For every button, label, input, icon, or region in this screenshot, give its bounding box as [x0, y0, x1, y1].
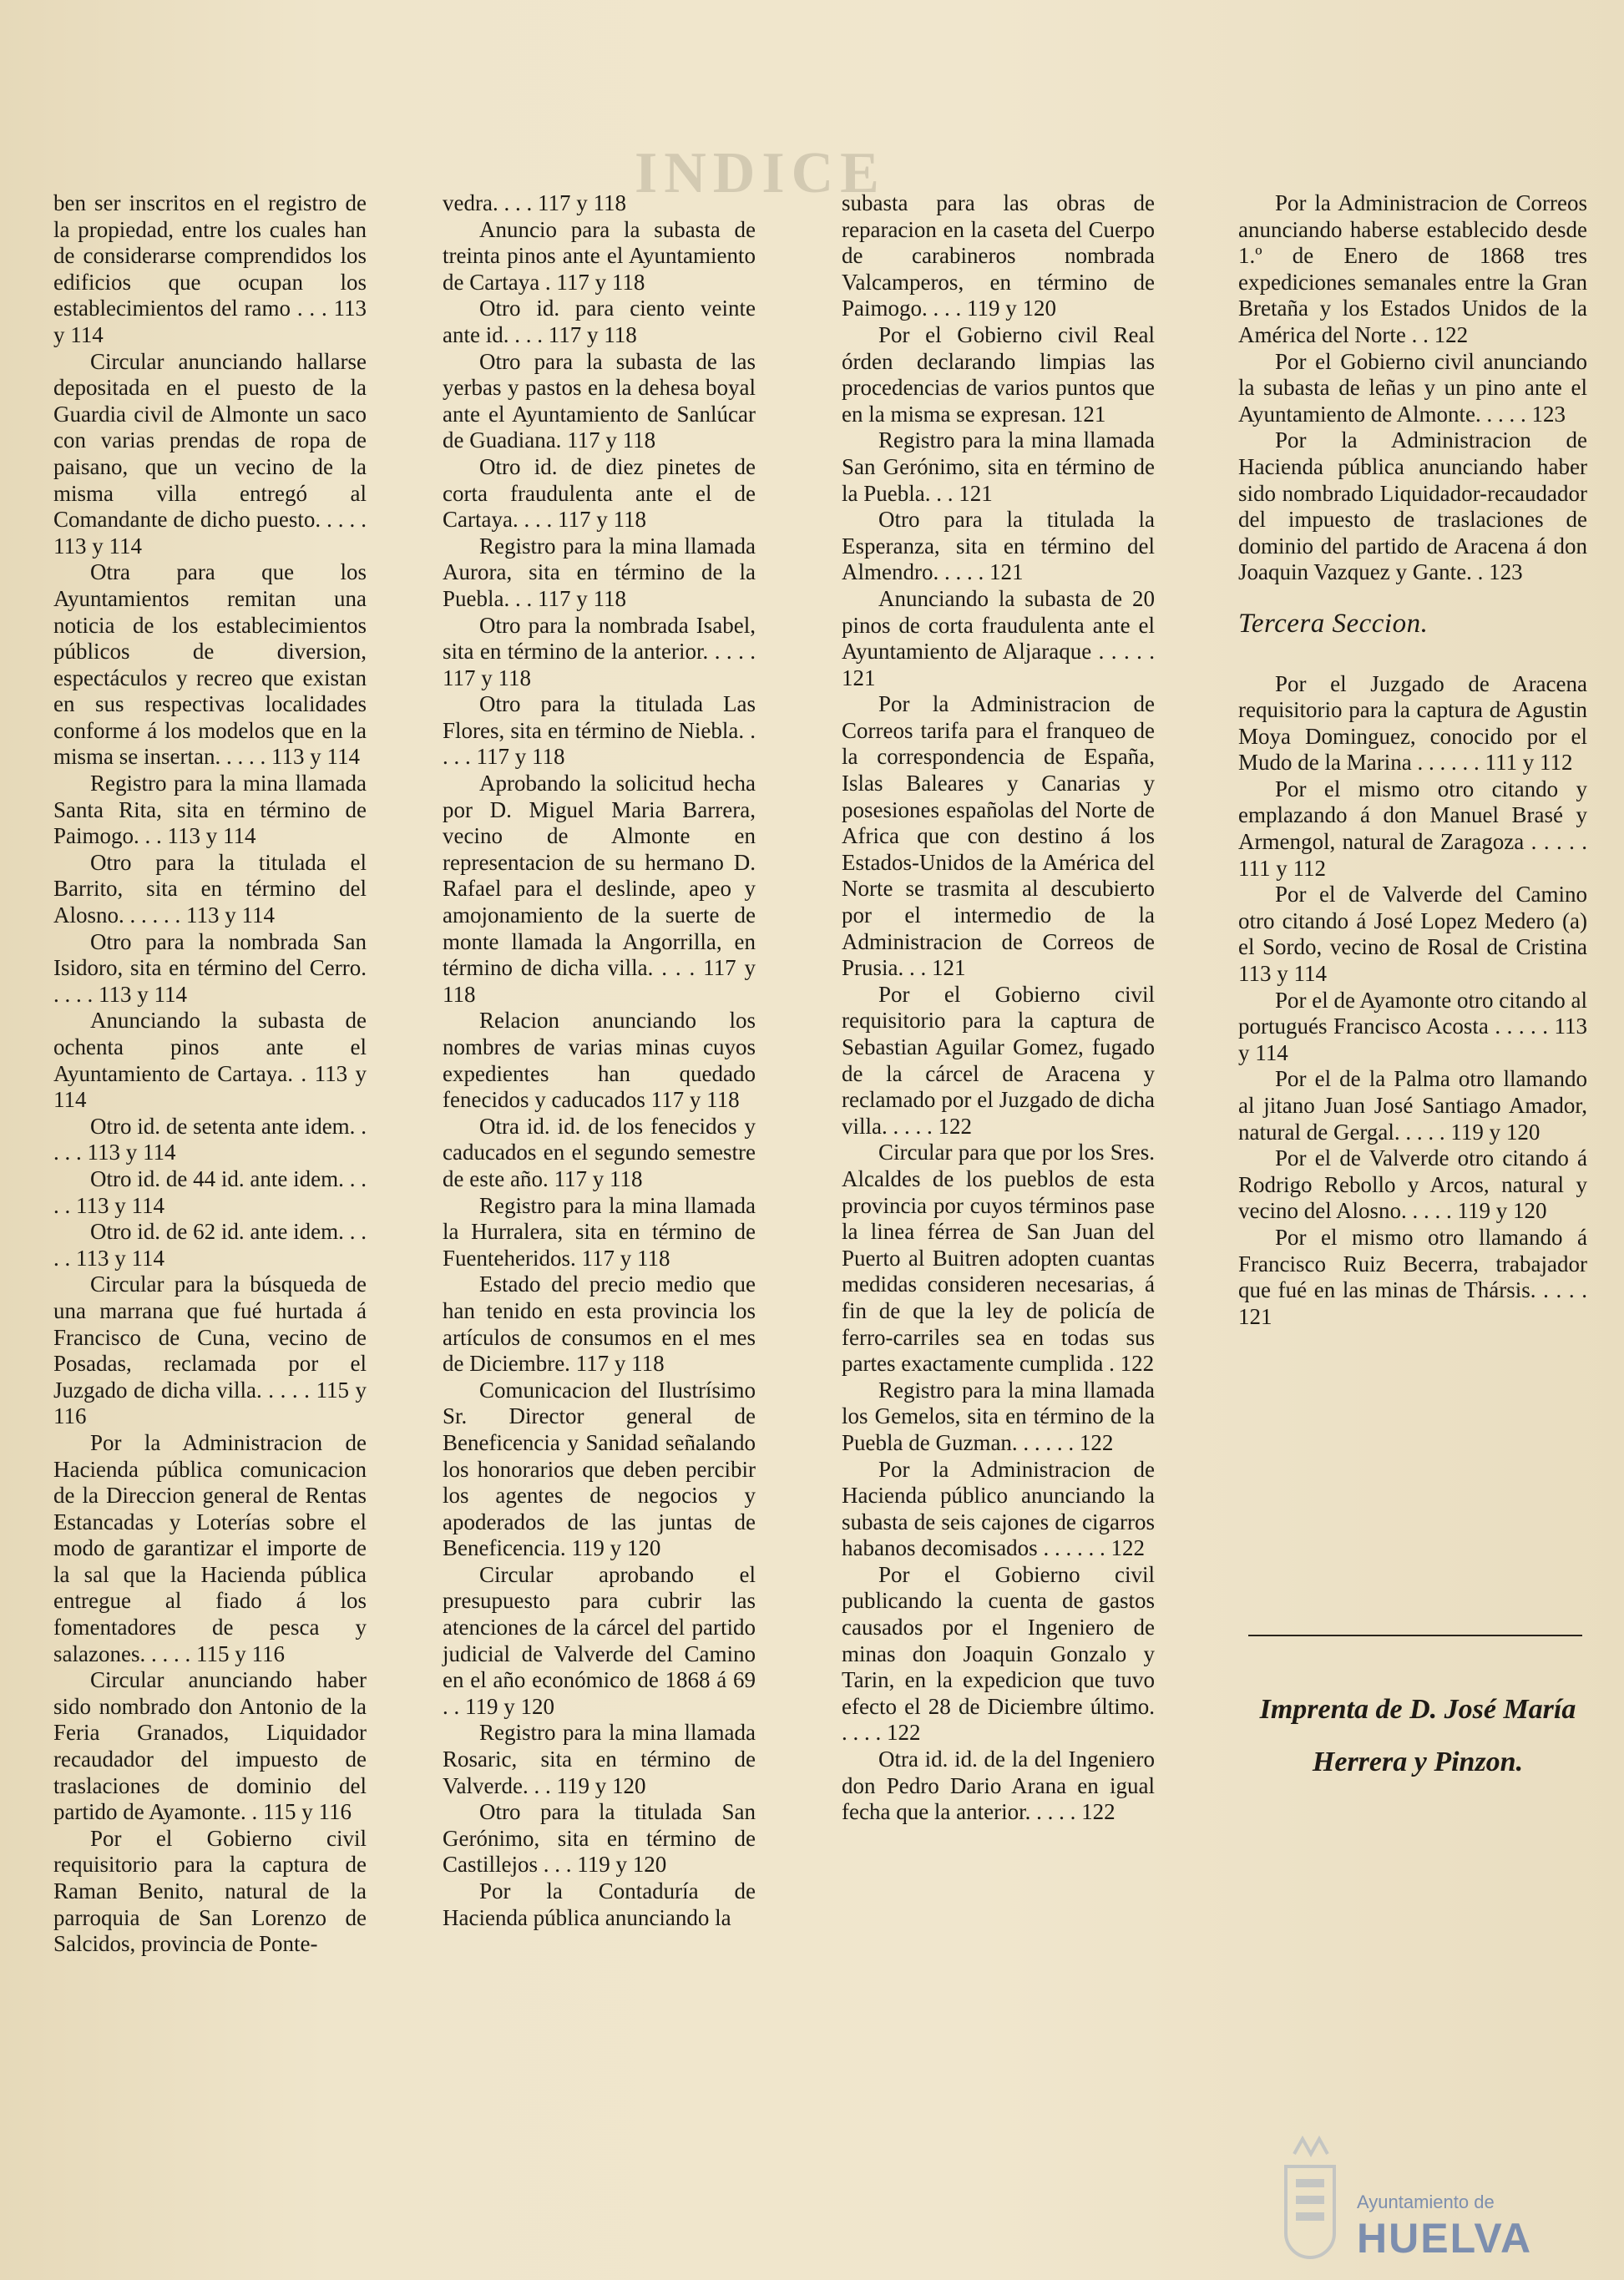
- section-title: Tercera Seccion.: [1238, 608, 1429, 639]
- index-entry: Por el Juzgado de Aracena requisitorio para la captura de Agustin Moya Dominguez, conocido por el Mudo de la Marina . . . . . . 111 y 112: [1238, 670, 1587, 776]
- index-column-4-top: [1238, 190, 1587, 586]
- index-entry: Por el Gobierno civil requisitorio para la captura de Sebastian Aguilar Gomez, fugado de la cárcel de Aracena y reclamado por el Juzgado de dicha villa. . . . . 122: [842, 981, 1155, 1139]
- index-column-2: [443, 190, 756, 1931]
- imprint-line-1: Imprenta de D. José María: [1259, 1694, 1576, 1725]
- index-entry: Por el Gobierno civil publicando la cuenta de gastos causados por el Ingeniero de minas don Joaquin Gonzalo y Tarin, en la expedicion que tuvo efecto el 28 de Diciembre último. . . . . 122: [842, 1561, 1155, 1746]
- index-entry: Registro para la mina llamada Aurora, sita en término de la Puebla. . . 117 y 118: [443, 533, 756, 611]
- index-entry: Otra id. id. de los fenecidos y caducados en el segundo semestre de este año. 117 y 118: [443, 1113, 756, 1191]
- index-entry: Circular para la búsqueda de una marrana que fué hurtada á Francisco de Cuna, vecino de Posadas, reclamada por el Juzgado de dicha villa. . . . . 115 y 116: [53, 1271, 367, 1429]
- index-column-1: [53, 190, 367, 1958]
- index-entry: Anunciando la subasta de ochenta pinos ante el Ayuntamiento de Cartaya. . 113 y 114: [53, 1008, 367, 1113]
- index-entry: Circular para que por los Sres. Alcaldes de los pueblos de esta provincia por cuyos términos pase la linea férrea de San Juan del Puerto al Buitren adopten cuantas medidas consideren necesarias, á fin de que la ley de policía de ferro-carriles sea en todas sus partes exactamente cumplida . 122: [842, 1140, 1155, 1377]
- index-entry: Por la Administracion de Hacienda público anunciando la subasta de seis cajones de cigarros habanos decomisados . . . . . . 122: [842, 1456, 1155, 1561]
- bleed-through-title: INDICE: [635, 141, 886, 205]
- logo-city: HUELVA: [1357, 2215, 1533, 2262]
- index-entry: Otro id. de 62 id. ante idem. . . . . 113 y 114: [53, 1219, 367, 1271]
- index-entry: Registro para la mina llamada Santa Rita, sita en término de Paimogo. . . 113 y 114: [53, 771, 367, 849]
- index-entry: Otro para la nombrada Isabel, sita en término de la anterior. . . . . 117 y 118: [443, 612, 756, 690]
- index-entry: Por el de Ayamonte otro citando al portugués Francisco Acosta . . . . . 113 y 114: [1238, 987, 1587, 1065]
- index-entry: Otro id. de 44 id. ante idem. . . . . 113 y 114: [53, 1165, 367, 1218]
- index-entry: Circular aprobando el presupuesto para cubrir las atenciones de la cárcel del partido judicial de Valverde del Camino en el año económico de 1868 á 69 . . 119 y 120: [443, 1561, 756, 1719]
- index-entry: Por el Gobierno civil requisitorio para la captura de Raman Benito, natural de la parroquia de San Lorenzo de Salcidos, provincia de Ponte-: [53, 1825, 367, 1957]
- index-entry: Otro id. para ciento veinte ante id. . . . 117 y 118: [443, 296, 756, 347]
- index-entry: Por el de Valverde otro citando á Rodrigo Rebollo y Arcos, natural y vecino del Alosno. . . . . 119 y 120: [1238, 1145, 1587, 1224]
- index-entry: Por el Gobierno civil Real órden declarando limpias las procedencias de varios puntos que en la misma se expresan. 121: [842, 321, 1155, 427]
- index-entry: vedra. . . . 117 y 118: [443, 190, 626, 215]
- index-entry: Circular anunciando haber sido nombrado don Antonio de la Feria Granados, Liquidador recaudador del impuesto de traslaciones de dominio del partido de Ayamonte. . 115 y 116: [53, 1667, 367, 1825]
- closing-rule: [1248, 1635, 1582, 1636]
- index-entry: Por el de Valverde del Camino otro citando á José Lopez Medero (a) el Sordo, vecino de Rosal de Cristina 113 y 114: [1238, 882, 1587, 987]
- index-entry: Otro para la titulada San Gerónimo, sita en término de Castillejos . . . 119 y 120: [443, 1799, 756, 1878]
- index-entry: Otra para que los Ayuntamientos remitan una noticia de los establecimientos públicos de diversion, espectáculos y recreo que existan en sus respectivas localidades conforme á los modelos que en la misma se insertan. . . . . 113 y 114: [53, 559, 367, 770]
- index-entry: Anunciando la subasta de 20 pinos de corta fraudulenta ante el Ayuntamiento de Aljaraque . . . . . 121: [842, 585, 1155, 690]
- index-entry: Registro para la mina llamada los Gemelos, sita en término de la Puebla de Guzman. . . . . . 122: [842, 1377, 1155, 1455]
- index-entry: Otro para la subasta de las yerbas y pastos en la dehesa boyal ante el Ayuntamiento de Sanlúcar de Guadiana. 117 y 118: [443, 348, 756, 453]
- logo-label: Ayuntamiento de: [1357, 2192, 1495, 2212]
- index-entry: Por el mismo otro citando y emplazando á don Manuel Brasé y Armengol, natural de Zaragoza . . . . . 111 y 112: [1238, 776, 1587, 881]
- imprint-line-2: Herrera y Pinzon.: [1312, 1747, 1524, 1777]
- index-entry: Aprobando la solicitud hecha por D. Miguel Maria Barrera, vecino de Almonte en representacion de su hermano D. Rafael para el deslinde, apeo y amojonamiento de la suerte de monte llamada la Angorrilla, en término de dicha villa. . . . 117 y 118: [443, 771, 756, 1007]
- index-entry: Por la Administracion de Hacienda pública comunicacion de la Direccion general de Rentas Estancadas y Loterías sobre el modo de garantizar el importe de la sal que la Hacienda pública entregue al fiado á los fomentadores de pesca y salazones. . . . . 115 y 116: [53, 1429, 367, 1666]
- index-column-4: [1238, 190, 1587, 1330]
- index-entry: Por la Administracion de Correos anunciando haberse establecido desde 1.º de Enero de 1868 tres expediciones semanales entre la Gran Bretaña y los Estados Unidos de la América del Norte . . 122: [1238, 190, 1587, 347]
- index-entry: ben ser inscritos en el registro de la propiedad, entre los cuales han de considerarse comprendidos los edificios que ocupan los establecimientos del ramo . . . 113 y 114: [53, 190, 367, 347]
- index-entry: Circular anunciando hallarse depositada en el puesto de la Guardia civil de Almonte un saco con varias prendas de ropa de paisano, que un vecino de la misma villa entregó al Comandante de dicho puesto. . . . . 113 y 114: [53, 348, 367, 559]
- index-entry: Por la Contaduría de Hacienda pública anunciando la: [443, 1878, 756, 1930]
- index-entry: Otro para la nombrada San Isidoro, sita en término del Cerro. . . . . 113 y 114: [53, 928, 367, 1007]
- index-entry: Otro para la titulada el Barrito, sita en término del Alosno. . . . . . 113 y 114: [53, 849, 367, 928]
- index-entry: Relacion anunciando los nombres de varias minas cuyos expedientes han quedado fenecidos y caducados 117 y 118: [443, 1008, 756, 1113]
- index-entry: Otro id. de diez pinetes de corta fraudulenta ante el de Cartaya. . . . 117 y 118: [443, 453, 756, 533]
- index-entry: Por la Administracion de Correos tarifa para el franqueo de la correspondencia de España, Islas Baleares y Canarias y posesiones españolas del Norte de Africa que con destino á los Estados-Unidos de la América del Norte se trasmita al descubierto por el intermedio de la Administracion de Correos de Prusia. . . 121: [842, 691, 1155, 981]
- index-entry: subasta para las obras de reparacion en la caseta del Cuerpo de carabineros nombrada Valcamperos, en término de Paimogo. . . . 119 y 120: [842, 190, 1155, 321]
- index-entry: Otro para la titulada Las Flores, sita en término de Niebla. . . . . 117 y 118: [443, 691, 756, 770]
- index-entry: Otra id. id. de la del Ingeniero don Pedro Dario Arana en igual fecha que la anterior. . . . . 122: [842, 1747, 1155, 1825]
- index-entry: Otro id. de setenta ante idem. . . . . 113 y 114: [53, 1113, 367, 1165]
- index-entry: Otro para la titulada la Esperanza, sita en término del Almendro. . . . . 121: [842, 507, 1155, 585]
- index-entry: Por el mismo otro llamando á Francisco Ruiz Becerra, trabajador que fué en las minas de Thársis. . . . . 121: [1238, 1224, 1587, 1329]
- index-entry: Registro para la mina llamada San Gerónimo, sita en término de la Puebla. . . 121: [842, 427, 1155, 506]
- index-entry: Anuncio para la subasta de treinta pinos ante el Ayuntamiento de Cartaya . 117 y 118: [443, 216, 756, 295]
- index-entry: Registro para la mina llamada la Hurralera, sita en término de Fuenteheridos. 117 y 118: [443, 1192, 756, 1271]
- index-column-3: [842, 190, 1155, 1826]
- index-entry: Estado del precio medio que han tenido en esta provincia los artículos de consumos en el mes de Diciembre. 117 y 118: [443, 1271, 756, 1377]
- index-entry: Por el Gobierno civil anunciando la subasta de leñas y un pino ante el Ayuntamiento de Almonte. . . . . 123: [1238, 348, 1587, 427]
- index-entry: Por el de la Palma otro llamando al jitano Juan José Santiago Amador, natural de Gergal. . . . . 119 y 120: [1238, 1066, 1587, 1145]
- index-entry: Comunicacion del Ilustrísimo Sr. Director general de Beneficencia y Sanidad señalando los honorarios que deben percibir los agentes de negocios y apoderados de las juntas de Beneficencia. 119 y 120: [443, 1377, 756, 1561]
- index-entry: Registro para la mina llamada Rosaric, sita en término de Valverde. . . 119 y 120: [443, 1720, 756, 1798]
- index-entry: Por la Administracion de Hacienda pública anunciando haber sido nombrado Liquidador-recaudador del impuesto de traslaciones de dominio del partido de Aracena á don Joaquin Vazquez y Gante. . 123: [1238, 427, 1587, 585]
- index-column-4-bottom: [1238, 671, 1587, 1331]
